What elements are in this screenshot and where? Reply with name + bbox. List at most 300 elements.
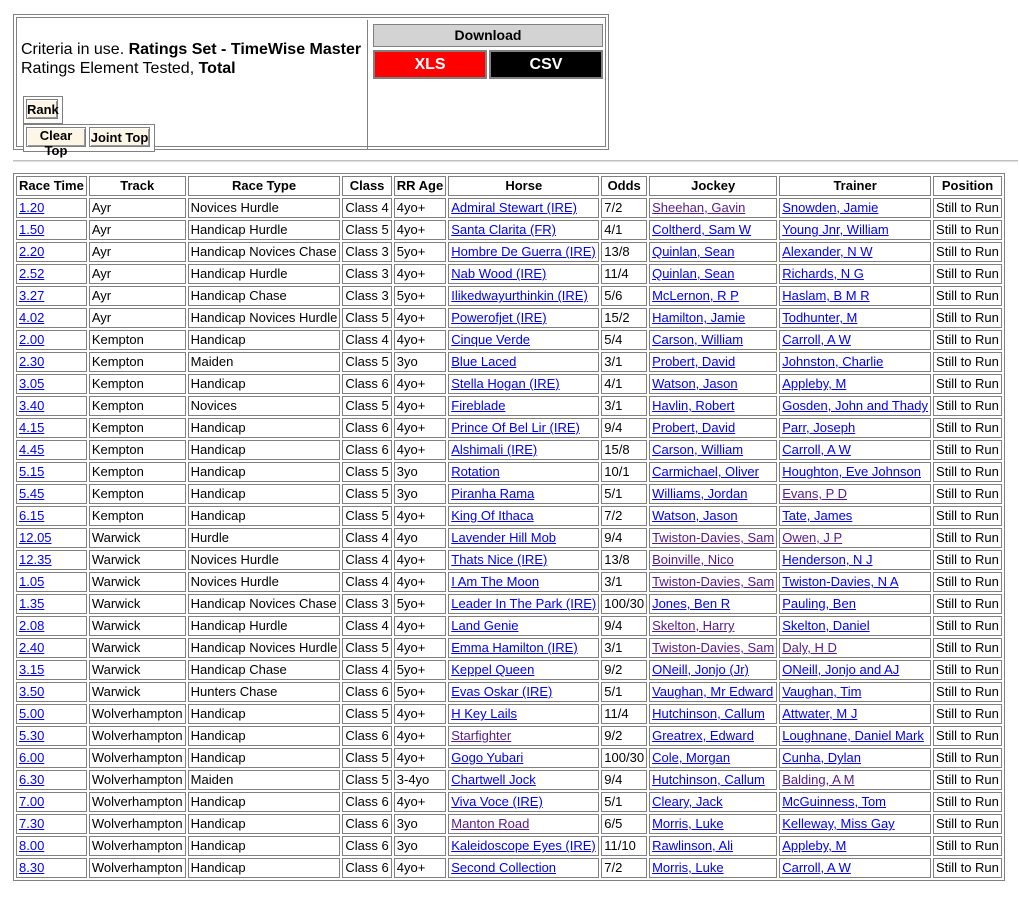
race-type-cell: Handicap Hurdle bbox=[188, 220, 341, 240]
trainer-link[interactable]: Pauling, Ben bbox=[782, 596, 856, 611]
jockey-link[interactable]: Probert, David bbox=[652, 420, 736, 435]
position-cell: Still to Run bbox=[933, 308, 1002, 328]
race-time-link[interactable]: 3.15 bbox=[19, 662, 45, 677]
jockey-cell bbox=[649, 638, 777, 658]
jockey-link[interactable]: McLernon, R P bbox=[652, 288, 739, 303]
race-time-link[interactable]: 2.30 bbox=[19, 354, 45, 369]
divider bbox=[13, 160, 1018, 162]
track-cell: Ayr bbox=[89, 198, 186, 218]
ratings-set: Ratings Set - TimeWise Master bbox=[128, 41, 362, 58]
criteria-box bbox=[20, 20, 368, 158]
track-cell: Warwick bbox=[89, 660, 186, 680]
horse-cell bbox=[448, 858, 599, 878]
trainer-link[interactable]: Haslam, B M R bbox=[782, 288, 870, 303]
horse-link[interactable]: Starfighter bbox=[451, 728, 512, 743]
odds-cell: 13/8 bbox=[601, 242, 647, 262]
race-type-cell: Handicap bbox=[188, 858, 341, 878]
trainer-link[interactable]: Young Jnr, William bbox=[782, 222, 889, 237]
trainer-link[interactable]: Snowden, Jamie bbox=[782, 200, 879, 215]
horse-link[interactable]: Nab Wood (IRE) bbox=[451, 266, 547, 281]
race-time-link[interactable]: 5.00 bbox=[19, 706, 45, 721]
odds-cell: 9/2 bbox=[601, 726, 647, 746]
trainer-link[interactable]: Evans, P D bbox=[782, 486, 848, 501]
horse-link[interactable]: Chartwell Jock bbox=[451, 772, 536, 787]
class-cell: Class 4 bbox=[342, 616, 391, 636]
table-row bbox=[16, 220, 1002, 240]
race-time-link[interactable]: 1.05 bbox=[19, 574, 45, 589]
race-time-link[interactable]: 3.50 bbox=[19, 684, 45, 699]
odds-cell: 3/1 bbox=[601, 396, 647, 416]
race-time-link[interactable]: 8.00 bbox=[19, 838, 45, 853]
trainer-cell bbox=[779, 286, 931, 306]
age-cell: 4yo+ bbox=[394, 220, 446, 240]
horse-link[interactable]: Stella Hogan (IRE) bbox=[451, 376, 560, 391]
position-cell: Still to Run bbox=[933, 418, 1002, 438]
header-jockey: Jockey bbox=[649, 176, 777, 196]
position-cell: Still to Run bbox=[933, 572, 1002, 592]
race-type-cell: Handicap Chase bbox=[188, 660, 341, 680]
horse-link[interactable]: Kaleidoscope Eyes (IRE) bbox=[451, 838, 596, 853]
class-cell: Class 3 bbox=[342, 264, 391, 284]
table-row bbox=[16, 352, 1002, 372]
race-time-cell bbox=[16, 770, 87, 790]
position-cell: Still to Run bbox=[933, 220, 1002, 240]
horse-cell bbox=[448, 330, 599, 350]
horse-cell bbox=[448, 308, 599, 328]
race-time-cell bbox=[16, 484, 87, 504]
race-time-link[interactable]: 12.35 bbox=[19, 552, 52, 567]
age-cell: 4yo+ bbox=[394, 264, 446, 284]
race-time-link[interactable]: 7.30 bbox=[19, 816, 45, 831]
horse-link[interactable]: H Key Lails bbox=[451, 706, 517, 721]
odds-cell: 15/2 bbox=[601, 308, 647, 328]
position-cell: Still to Run bbox=[933, 638, 1002, 658]
track-cell: Wolverhampton bbox=[89, 748, 186, 768]
trainer-link[interactable]: Twiston-Davies, N A bbox=[782, 574, 899, 589]
jockey-cell bbox=[649, 330, 777, 350]
jockey-link[interactable]: Sheehan, Gavin bbox=[652, 200, 746, 215]
horse-link[interactable]: Cinque Verde bbox=[451, 332, 531, 347]
age-cell: 3yo bbox=[394, 836, 446, 856]
race-time-link[interactable]: 8.30 bbox=[19, 860, 45, 875]
horse-cell bbox=[448, 638, 599, 658]
trainer-link[interactable]: Carroll, A W bbox=[782, 332, 851, 347]
trainer-cell bbox=[779, 220, 931, 240]
trainer-link[interactable]: Cunha, Dylan bbox=[782, 750, 861, 765]
trainer-cell bbox=[779, 506, 931, 526]
race-time-link[interactable]: 2.40 bbox=[19, 640, 45, 655]
horse-link[interactable]: Santa Clarita (FR) bbox=[451, 222, 556, 237]
horse-link[interactable]: Keppel Queen bbox=[451, 662, 535, 677]
odds-cell: 9/4 bbox=[601, 770, 647, 790]
horse-link[interactable]: Admiral Stewart (IRE) bbox=[451, 200, 577, 215]
horse-link[interactable]: Fireblade bbox=[451, 398, 506, 413]
table-row bbox=[16, 858, 1002, 878]
jockey-link[interactable]: Boinville, Nico bbox=[652, 552, 734, 567]
horse-link[interactable]: Alshimali (IRE) bbox=[451, 442, 538, 457]
jockey-link[interactable]: Carson, William bbox=[652, 442, 744, 457]
table-row bbox=[16, 814, 1002, 834]
horse-cell bbox=[448, 418, 599, 438]
age-cell: 4yo+ bbox=[394, 506, 446, 526]
race-time-link[interactable]: 6.30 bbox=[19, 772, 45, 787]
jockey-link[interactable]: Cole, Morgan bbox=[652, 750, 731, 765]
class-cell: Class 6 bbox=[342, 726, 391, 746]
jockey-cell bbox=[649, 814, 777, 834]
trainer-link[interactable]: Gosden, John and Thady bbox=[782, 398, 928, 413]
horse-link[interactable]: Lavender Hill Mob bbox=[451, 530, 557, 545]
race-time-link[interactable]: 7.00 bbox=[19, 794, 45, 809]
horse-link[interactable]: Evas Oskar (IRE) bbox=[451, 684, 553, 699]
horse-cell bbox=[448, 814, 599, 834]
trainer-cell bbox=[779, 594, 931, 614]
table-row bbox=[16, 374, 1002, 394]
ratings-element: Total bbox=[198, 60, 236, 77]
jockey-cell bbox=[649, 506, 777, 526]
trainer-cell bbox=[779, 440, 931, 460]
horse-cell bbox=[448, 528, 599, 548]
trainer-cell bbox=[779, 704, 931, 724]
trainer-link[interactable]: Alexander, N W bbox=[782, 244, 873, 259]
jockey-link[interactable]: Skelton, Harry bbox=[652, 618, 735, 633]
race-type-cell: Handicap bbox=[188, 748, 341, 768]
race-time-cell bbox=[16, 616, 87, 636]
age-cell: 4yo+ bbox=[394, 616, 446, 636]
position-cell: Still to Run bbox=[933, 264, 1002, 284]
age-cell: 4yo+ bbox=[394, 550, 446, 570]
horse-link[interactable]: Piranha Rama bbox=[451, 486, 535, 501]
jockey-link[interactable]: Hutchinson, Callum bbox=[652, 772, 765, 787]
joint-top-button[interactable]: Joint Top bbox=[89, 127, 150, 147]
horse-link[interactable]: King Of Ithaca bbox=[451, 508, 534, 523]
jockey-link[interactable]: Morris, Luke bbox=[652, 816, 724, 831]
odds-cell: 11/4 bbox=[601, 264, 647, 284]
race-time-cell bbox=[16, 396, 87, 416]
trainer-link[interactable]: Balding, A M bbox=[782, 772, 855, 787]
trainer-link[interactable]: Richards, N G bbox=[782, 266, 864, 281]
odds-cell: 7/2 bbox=[601, 858, 647, 878]
horse-link[interactable]: Blue Laced bbox=[451, 354, 517, 369]
race-time-link[interactable]: 3.27 bbox=[19, 288, 45, 303]
horse-cell bbox=[448, 748, 599, 768]
table-row bbox=[16, 836, 1002, 856]
age-cell: 4yo+ bbox=[394, 858, 446, 878]
trainer-cell bbox=[779, 726, 931, 746]
jockey-link[interactable]: Jones, Ben R bbox=[652, 596, 731, 611]
jockey-link[interactable]: Twiston-Davies, Sam bbox=[652, 640, 775, 655]
track-cell: Warwick bbox=[89, 550, 186, 570]
jockey-cell bbox=[649, 594, 777, 614]
class-cell: Class 3 bbox=[342, 286, 391, 306]
race-time-link[interactable]: 2.00 bbox=[19, 332, 45, 347]
horse-link[interactable]: Second Collection bbox=[451, 860, 557, 875]
track-cell: Kempton bbox=[89, 352, 186, 372]
trainer-link[interactable]: Loughnane, Daniel Mark bbox=[782, 728, 924, 743]
race-time-link[interactable]: 6.00 bbox=[19, 750, 45, 765]
class-cell: Class 3 bbox=[342, 242, 391, 262]
jockey-cell bbox=[649, 352, 777, 372]
trainer-cell bbox=[779, 330, 931, 350]
trainer-link[interactable]: Skelton, Daniel bbox=[782, 618, 870, 633]
race-type-cell: Handicap Chase bbox=[188, 286, 341, 306]
odds-cell: 100/30 bbox=[601, 748, 647, 768]
race-type-cell: Handicap Novices Chase bbox=[188, 594, 341, 614]
odds-cell: 5/1 bbox=[601, 682, 647, 702]
header-odds: Odds bbox=[601, 176, 647, 196]
race-time-link[interactable]: 6.15 bbox=[19, 508, 45, 523]
race-time-cell bbox=[16, 748, 87, 768]
table-row bbox=[16, 792, 1002, 812]
race-time-cell bbox=[16, 264, 87, 284]
jockey-link[interactable]: Hutchinson, Callum bbox=[652, 706, 765, 721]
trainer-cell bbox=[779, 792, 931, 812]
jockey-cell bbox=[649, 418, 777, 438]
trainer-link[interactable]: Carroll, A W bbox=[782, 442, 851, 457]
race-time-link[interactable]: 2.52 bbox=[19, 266, 45, 281]
jockey-link[interactable]: Hamilton, Jamie bbox=[652, 310, 746, 325]
age-cell: 5yo+ bbox=[394, 594, 446, 614]
race-time-cell bbox=[16, 792, 87, 812]
odds-cell: 5/4 bbox=[601, 330, 647, 350]
race-time-link[interactable]: 1.50 bbox=[19, 222, 45, 237]
odds-cell: 5/1 bbox=[601, 484, 647, 504]
race-time-cell bbox=[16, 506, 87, 526]
horse-link[interactable]: Hombre De Guerra (IRE) bbox=[451, 244, 596, 259]
track-cell: Kempton bbox=[89, 396, 186, 416]
age-cell: 4yo+ bbox=[394, 396, 446, 416]
trainer-link[interactable]: Johnston, Charlie bbox=[782, 354, 884, 369]
horse-cell bbox=[448, 396, 599, 416]
race-type-cell: Handicap Novices Hurdle bbox=[188, 638, 341, 658]
horse-link[interactable]: Ilikedwayurthinkin (IRE) bbox=[451, 288, 588, 303]
criteria-line-2 bbox=[21, 59, 236, 78]
race-time-link[interactable]: 5.15 bbox=[19, 464, 45, 479]
race-time-link[interactable]: 2.20 bbox=[19, 244, 45, 259]
criteria-prefix: Criteria in use. bbox=[21, 41, 129, 58]
trainer-link[interactable]: Todhunter, M bbox=[782, 310, 858, 325]
track-cell: Warwick bbox=[89, 572, 186, 592]
horse-cell bbox=[448, 374, 599, 394]
race-time-link[interactable]: 3.05 bbox=[19, 376, 45, 391]
trainer-link[interactable]: Henderson, N J bbox=[782, 552, 873, 567]
age-cell: 4yo+ bbox=[394, 330, 446, 350]
jockey-cell bbox=[649, 748, 777, 768]
jockey-link[interactable]: Watson, Jason bbox=[652, 376, 738, 391]
class-cell: Class 5 bbox=[342, 704, 391, 724]
trainer-cell bbox=[779, 242, 931, 262]
age-cell: 5yo+ bbox=[394, 286, 446, 306]
position-cell: Still to Run bbox=[933, 682, 1002, 702]
class-cell: Class 5 bbox=[342, 352, 391, 372]
trainer-cell bbox=[779, 484, 931, 504]
class-cell: Class 6 bbox=[342, 418, 391, 438]
jockey-link[interactable]: Twiston-Davies, Sam bbox=[652, 574, 775, 589]
jockey-link[interactable]: Quinlan, Sean bbox=[652, 266, 735, 281]
race-time-link[interactable]: 5.30 bbox=[19, 728, 45, 743]
jockey-link[interactable]: Vaughan, Mr Edward bbox=[652, 684, 774, 699]
track-cell: Kempton bbox=[89, 484, 186, 504]
race-type-cell: Novices bbox=[188, 396, 341, 416]
race-time-link[interactable]: 1.20 bbox=[19, 200, 45, 215]
odds-cell: 5/1 bbox=[601, 792, 647, 812]
horse-link[interactable]: I Am The Moon bbox=[451, 574, 540, 589]
clear-top-button[interactable]: Clear Top bbox=[26, 127, 86, 147]
race-time-link[interactable]: 12.05 bbox=[19, 530, 52, 545]
race-time-link[interactable]: 1.35 bbox=[19, 596, 45, 611]
horse-link[interactable]: Viva Voce (IRE) bbox=[451, 794, 543, 809]
class-cell: Class 5 bbox=[342, 748, 391, 768]
horse-cell bbox=[448, 286, 599, 306]
rank-button-frame bbox=[23, 96, 63, 124]
csv-download-button[interactable]: CSV bbox=[489, 50, 603, 79]
position-cell: Still to Run bbox=[933, 242, 1002, 262]
criteria-line-1 bbox=[21, 40, 361, 59]
jockey-link[interactable]: Morris, Luke bbox=[652, 860, 724, 875]
jockey-link[interactable]: Twiston-Davies, Sam bbox=[652, 530, 775, 545]
horse-link[interactable]: Thats Nice (IRE) bbox=[451, 552, 548, 567]
race-type-cell: Handicap bbox=[188, 462, 341, 482]
horse-link[interactable]: Manton Road bbox=[451, 816, 530, 831]
class-cell: Class 6 bbox=[342, 814, 391, 834]
odds-cell: 5/6 bbox=[601, 286, 647, 306]
jockey-cell bbox=[649, 264, 777, 284]
trainer-link[interactable]: Vaughan, Tim bbox=[782, 684, 862, 699]
race-time-cell bbox=[16, 198, 87, 218]
age-cell: 4yo+ bbox=[394, 792, 446, 812]
xls-download-button[interactable]: XLS bbox=[373, 50, 487, 79]
horse-link[interactable]: Prince Of Bel Lir (IRE) bbox=[451, 420, 580, 435]
race-time-cell bbox=[16, 220, 87, 240]
age-cell: 4yo+ bbox=[394, 572, 446, 592]
race-time-link[interactable]: 4.15 bbox=[19, 420, 45, 435]
position-cell: Still to Run bbox=[933, 616, 1002, 636]
jockey-cell bbox=[649, 792, 777, 812]
position-cell: Still to Run bbox=[933, 770, 1002, 790]
race-type-cell: Maiden bbox=[188, 352, 341, 372]
horse-cell bbox=[448, 220, 599, 240]
jockey-link[interactable]: Cleary, Jack bbox=[652, 794, 723, 809]
header-track: Track bbox=[89, 176, 186, 196]
trainer-link[interactable]: ONeill, Jonjo and AJ bbox=[782, 662, 900, 677]
class-cell: Class 4 bbox=[342, 330, 391, 350]
element-prefix: Ratings Element Tested, bbox=[21, 60, 199, 77]
trainer-link[interactable]: Owen, J P bbox=[782, 530, 843, 545]
track-cell: Warwick bbox=[89, 616, 186, 636]
jockey-link[interactable]: Williams, Jordan bbox=[652, 486, 748, 501]
horse-cell bbox=[448, 352, 599, 372]
track-cell: Ayr bbox=[89, 264, 186, 284]
race-type-cell: Handicap bbox=[188, 440, 341, 460]
trainer-link[interactable]: Tate, James bbox=[782, 508, 853, 523]
jockey-link[interactable]: Probert, David bbox=[652, 354, 736, 369]
jockey-link[interactable]: Havlin, Robert bbox=[652, 398, 735, 413]
horse-link[interactable]: Leader In The Park (IRE) bbox=[451, 596, 597, 611]
horse-link[interactable]: Gogo Yubari bbox=[451, 750, 524, 765]
race-time-link[interactable]: 3.40 bbox=[19, 398, 45, 413]
horse-cell bbox=[448, 594, 599, 614]
trainer-link[interactable]: Kelleway, Miss Gay bbox=[782, 816, 895, 831]
odds-cell: 3/1 bbox=[601, 638, 647, 658]
race-time-link[interactable]: 2.08 bbox=[19, 618, 45, 633]
age-cell: 4yo bbox=[394, 528, 446, 548]
table-row bbox=[16, 638, 1002, 658]
race-time-cell bbox=[16, 594, 87, 614]
header-class: Class bbox=[342, 176, 391, 196]
horse-link[interactable]: Powerofjet (IRE) bbox=[451, 310, 547, 325]
jockey-link[interactable]: ONeill, Jonjo (Jr) bbox=[652, 662, 749, 677]
jockey-link[interactable]: Greatrex, Edward bbox=[652, 728, 754, 743]
trainer-cell bbox=[779, 814, 931, 834]
race-type-cell: Handicap Hurdle bbox=[188, 264, 341, 284]
jockey-link[interactable]: Carmichael, Oliver bbox=[652, 464, 759, 479]
trainer-link[interactable]: Daly, H D bbox=[782, 640, 837, 655]
jockey-cell bbox=[649, 726, 777, 746]
race-time-cell bbox=[16, 352, 87, 372]
jockey-link[interactable]: Carson, William bbox=[652, 332, 744, 347]
trainer-cell bbox=[779, 550, 931, 570]
race-time-link[interactable]: 5.45 bbox=[19, 486, 45, 501]
horse-link[interactable]: Rotation bbox=[451, 464, 500, 479]
position-cell: Still to Run bbox=[933, 528, 1002, 548]
jockey-link[interactable]: Quinlan, Sean bbox=[652, 244, 735, 259]
race-time-cell bbox=[16, 550, 87, 570]
table-row bbox=[16, 242, 1002, 262]
position-cell: Still to Run bbox=[933, 462, 1002, 482]
jockey-link[interactable]: Watson, Jason bbox=[652, 508, 738, 523]
trainer-cell bbox=[779, 836, 931, 856]
trainer-link[interactable]: Attwater, M J bbox=[782, 706, 858, 721]
jockey-link[interactable]: Rawlinson, Ali bbox=[652, 838, 734, 853]
race-type-cell: Handicap bbox=[188, 814, 341, 834]
horse-cell bbox=[448, 440, 599, 460]
horse-link[interactable]: Land Genie bbox=[451, 618, 519, 633]
class-cell: Class 4 bbox=[342, 528, 391, 548]
rank-button[interactable]: Rank bbox=[26, 99, 58, 119]
trainer-link[interactable]: McGuinness, Tom bbox=[782, 794, 887, 809]
trainer-cell bbox=[779, 748, 931, 768]
table-row bbox=[16, 594, 1002, 614]
table-row bbox=[16, 264, 1002, 284]
horse-cell bbox=[448, 198, 599, 218]
odds-cell: 3/1 bbox=[601, 572, 647, 592]
trainer-link[interactable]: Appleby, M bbox=[782, 376, 847, 391]
table-row bbox=[16, 682, 1002, 702]
header-position: Position bbox=[933, 176, 1002, 196]
age-cell: 3yo bbox=[394, 352, 446, 372]
track-cell: Wolverhampton bbox=[89, 836, 186, 856]
track-cell: Wolverhampton bbox=[89, 770, 186, 790]
trainer-link[interactable]: Carroll, A W bbox=[782, 860, 851, 875]
race-time-link[interactable]: 4.45 bbox=[19, 442, 45, 457]
race-time-link[interactable]: 4.02 bbox=[19, 310, 45, 325]
horse-link[interactable]: Emma Hamilton (IRE) bbox=[451, 640, 578, 655]
race-time-cell bbox=[16, 242, 87, 262]
race-time-cell bbox=[16, 814, 87, 834]
race-type-cell: Handicap Novices Chase bbox=[188, 242, 341, 262]
jockey-link[interactable]: Coltherd, Sam W bbox=[652, 222, 752, 237]
age-cell: 4yo+ bbox=[394, 418, 446, 438]
jockey-cell bbox=[649, 572, 777, 592]
table-row bbox=[16, 484, 1002, 504]
race-type-cell: Novices Hurdle bbox=[188, 550, 341, 570]
trainer-link[interactable]: Appleby, M bbox=[782, 838, 847, 853]
track-cell: Warwick bbox=[89, 528, 186, 548]
trainer-link[interactable]: Houghton, Eve Johnson bbox=[782, 464, 921, 479]
class-cell: Class 5 bbox=[342, 770, 391, 790]
position-cell: Still to Run bbox=[933, 396, 1002, 416]
race-type-cell: Handicap bbox=[188, 792, 341, 812]
trainer-link[interactable]: Parr, Joseph bbox=[782, 420, 856, 435]
